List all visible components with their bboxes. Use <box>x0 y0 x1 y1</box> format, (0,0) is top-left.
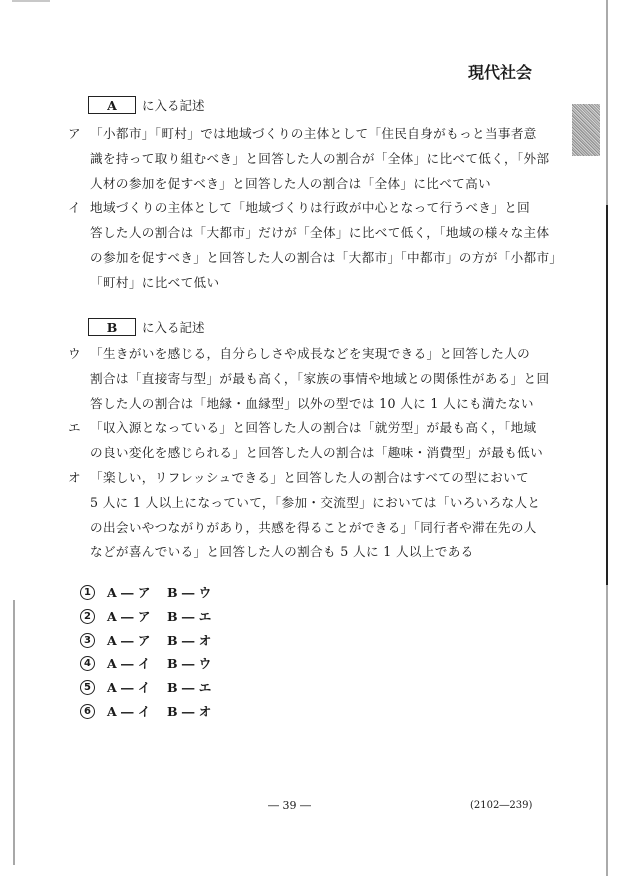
item-a-line: 識を持って取り組むべき」と回答した人の割合が「全体」に比べて低く，「外部 <box>90 151 550 166</box>
section-b-heading: に入る記述 <box>142 320 205 335</box>
answer-choice-5[interactable] <box>80 678 211 696</box>
item-label-u: ウ <box>68 346 81 361</box>
item-i-line: 地域づくりの主体として「地域づくりは行政が中心となって行うべき」と回 <box>90 200 531 215</box>
item-a-line: 人材の参加を促すべき」と回答した人の割合は「全体」に比べて高い <box>90 176 492 191</box>
choice-a-pair: A ― イ <box>107 680 151 695</box>
answer-choice-4[interactable] <box>80 654 211 672</box>
left-edge-rule <box>13 600 15 865</box>
scan-mark <box>12 0 50 2</box>
choice-number: 1 <box>80 585 95 600</box>
item-label-e: エ <box>68 420 81 435</box>
blank-box-a: A <box>88 96 136 114</box>
item-e-line: 「収入源となっている」と回答した人の割合は「就労型」が最も高く，「地域 <box>90 420 537 435</box>
choice-a-pair: A ― イ <box>107 704 151 719</box>
item-i-line: の参加を促すべき」と回答した人の割合は「大都市」「中都市」の方が「小都市」 <box>90 250 563 265</box>
choice-b-pair: B ― エ <box>167 680 212 695</box>
answer-choice-6[interactable] <box>80 702 211 720</box>
choice-b-pair: B ― ウ <box>167 585 212 600</box>
item-u-line: 「生きがいを感じる，自分らしさや成長などを実現できる」と回答した人の <box>90 346 531 361</box>
choice-a-pair: A ― ア <box>107 633 151 648</box>
section-a-heading: に入る記述 <box>142 98 205 113</box>
item-label-a: ア <box>68 126 81 141</box>
choice-b-pair: B ― オ <box>167 633 212 648</box>
page-edge-rule-dark <box>606 205 608 585</box>
item-u-line: 答した人の割合は「地縁・血縁型」以外の型では 10 人に 1 人にも満たない <box>90 396 534 411</box>
choice-number: 2 <box>80 609 95 624</box>
item-o-line: などが喜んでいる」と回答した人の割合も 5 人に 1 人以上である <box>90 544 474 559</box>
subject-title: 現代社会 <box>467 63 532 82</box>
choice-a-pair: A ― イ <box>107 656 151 671</box>
item-i-line: 答した人の割合は「大都市」だけが「全体」に比べて低く，「地域の様々な主体 <box>90 225 550 240</box>
choice-number: 6 <box>80 704 95 719</box>
choice-b-pair: B ― エ <box>167 609 212 624</box>
choice-number: 5 <box>80 680 95 695</box>
item-a-line: 「小都市」「町村」では地域づくりの主体として「住民自身がもっと当事者意 <box>90 126 537 141</box>
item-o-line: 5 人に 1 人以上になっていて，「参加・交流型」においては「いろいろな人と <box>90 495 541 510</box>
blank-box-b: B <box>88 318 136 336</box>
exam-code: (2102―239) <box>470 800 533 811</box>
item-i-line: 「町村」に比べて低い <box>90 275 220 290</box>
answer-choice-2[interactable] <box>80 607 211 625</box>
item-o-line: の出会いやつながりがあり，共感を得ることができる」「同行者や滞在先の人 <box>90 520 537 535</box>
item-label-i: イ <box>68 200 81 215</box>
choice-a-pair: A ― ア <box>107 585 151 600</box>
choice-a-pair: A ― ア <box>107 609 151 624</box>
choice-b-pair: B ― オ <box>167 704 212 719</box>
index-tab-marker <box>572 104 600 156</box>
choice-number: 4 <box>80 656 95 671</box>
answer-choice-3[interactable] <box>80 631 211 649</box>
item-o-line: 「楽しい，リフレッシュできる」と回答した人の割合はすべての型において <box>90 470 529 485</box>
section-a-header <box>88 96 205 114</box>
choice-number: 3 <box>80 633 95 648</box>
answer-choice-1[interactable] <box>80 583 211 601</box>
choice-b-pair: B ― ウ <box>167 656 212 671</box>
item-label-o: オ <box>68 470 81 485</box>
section-b-header <box>88 318 205 336</box>
item-e-line: の良い変化を感じられる」と回答した人の割合は「趣味・消費型」が最も低い <box>90 445 544 460</box>
page-number: ― 39 ― <box>268 799 311 812</box>
item-u-line: 割合は「直接寄与型」が最も高く，「家族の事情や地域との関係性がある」と回 <box>90 371 550 386</box>
